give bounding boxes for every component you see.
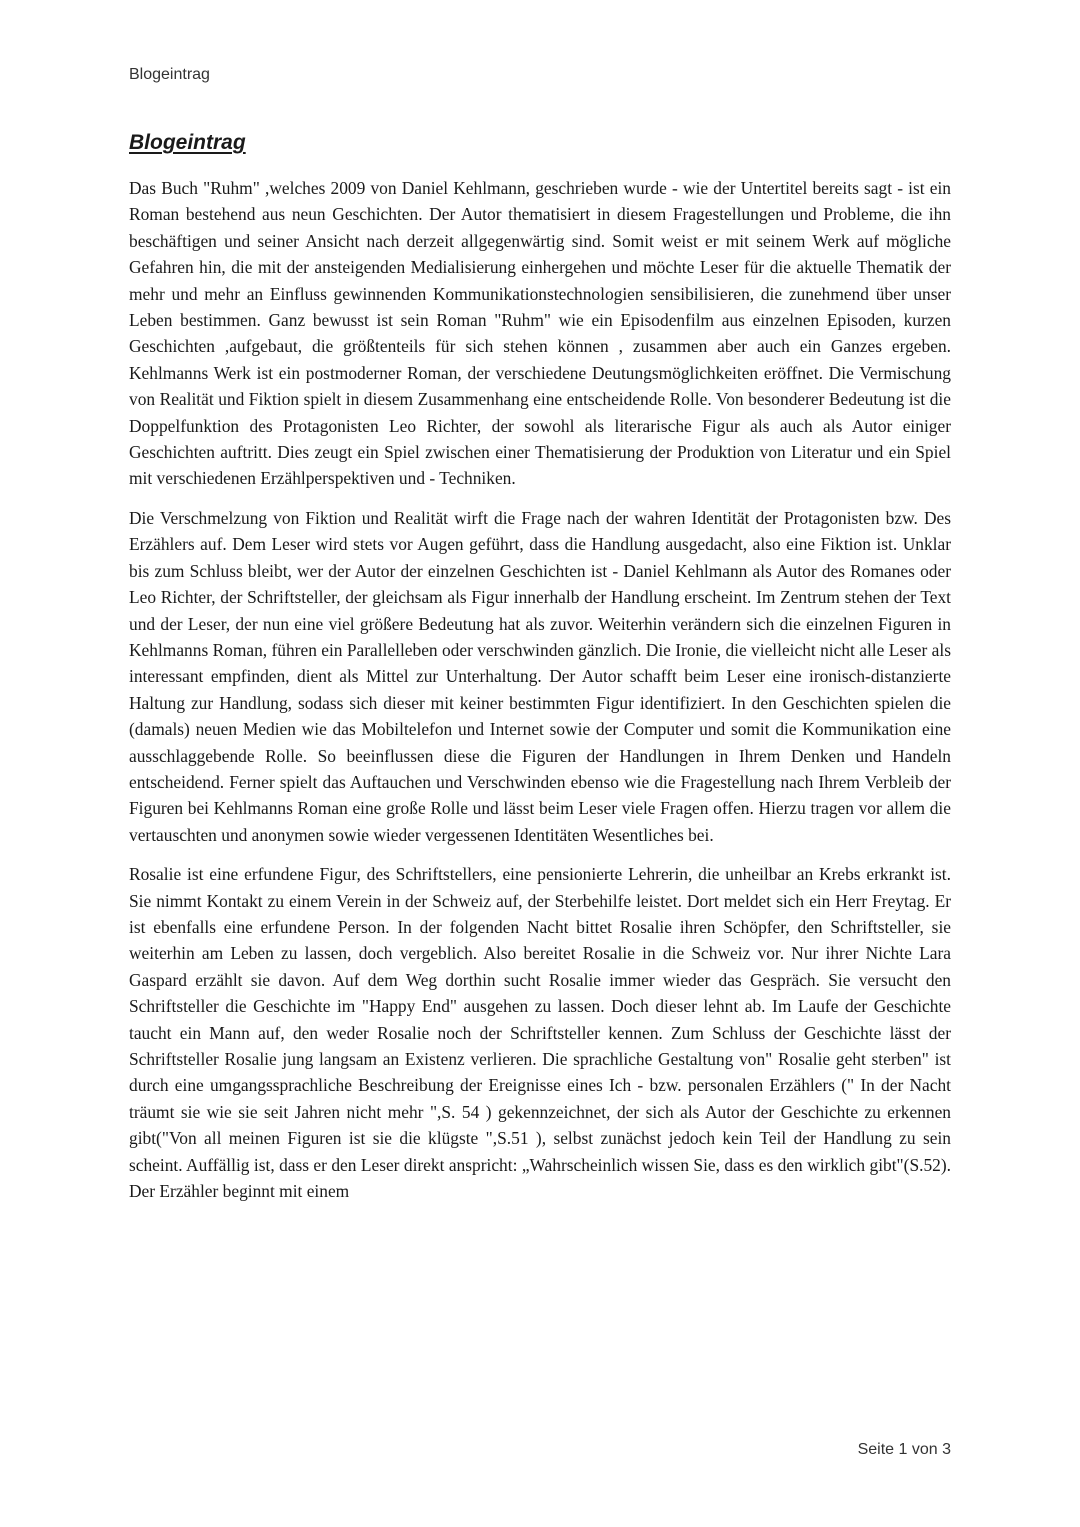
document-title: Blogeintrag (129, 131, 246, 154)
paragraph-1: Das Buch "Ruhm" ,welches 2009 von Daniel Kehlmann, geschrieben wurde - wie der Untertitel bereits sagt - ist ein Roman bestehend aus neun Geschichten. Der Autor thematisiert in diesem Fragestellungen und Probleme, die ihn beschäftigen und seiner Ansicht nach derzeit allgegenwärtig sind. Somit weist er mit seinem Werk auf mögliche Gefahren hin, die mit der ansteigenden Medialisierung einhergehen und möchte Leser für die aktuelle Thematik der mehr und mehr an Einfluss gewinnenden Kommunikationstechnologien sensibilisieren, die zunehmend über unser Leben bestimmen. Ganz bewusst ist sein Roman "Ruhm" wie ein Episodenfilm aus einzelnen Episoden, kurzen Geschichten ,aufgebaut, die größtenteils für sich stehen können , zusammen aber auch ein Ganzes ergeben. Kehlmanns Werk ist ein postmoderner Roman, der verschiedene Deutungsmöglichkeiten eröffnet. Die Vermischung von Realität und Fiktion spielt in diesem Zusammenhang eine entscheidende Rolle. Von besonderer Bedeutung ist die Doppelfunktion des Protagonisten Leo Richter, der sowohl als literarische Figur als auch als Autor einiger Geschichten auftritt. Dies zeugt ein Spiel zwischen einer Thematisierung der Produktion von Literatur und ein Spiel mit verschiedenen Erzählperspektiven und - Techniken. (129, 178, 951, 489)
paragraph-3: Rosalie ist eine erfundene Figur, des Schriftstellers, eine pensionierte Lehrerin, die unheilbar an Krebs erkrankt ist. Sie nimmt Kontakt zu einem Verein in der Schweiz auf, der Sterbehilfe leistet. Dort meldet sich ein Herr Freytag. Er ist ebenfalls eine erfundene Person. In der folgenden Nacht bittet Rosalie ihren Schöpfer, den Schriftsteller, sie weiterhin am Leben zu lassen, doch vergeblich. Also bereitet Rosalie in die Schweiz vor. Nur ihrer Nichte Lara Gaspard erzählt sie davon. Auf dem Weg dorthin sucht Rosalie immer wieder das Gespräch. Sie versucht den Schriftsteller die Geschichte im "Happy End" ausgehen zu lassen. Doch dieser lehnt ab. Im Laufe der Geschichte taucht ein Mann auf, den weder Rosalie noch der Schriftsteller kennen. Zum Schluss der Geschichte lässt der Schriftsteller Rosalie jung langsam an Existenz verlieren. Die sprachliche Gestaltung von" Rosalie geht sterben" ist durch eine umgangssprachliche Beschreibung der Ereignisse eines Ich - bzw. personalen Erzählers (" In der Nacht träumt sie wie sie seit Jahren nicht mehr ",S. 54 ) gekennzeichnet, der sich als Autor der Geschichte zu erkennen gibt("Von all meinen Figuren ist sie die klügste ",S.51 ), selbst zunächst jedoch kein Teil der Handlung zu sein scheint. Auffällig ist, dass er den Leser direkt anspricht: „Wahrscheinlich wissen Sie, dass es den wirklich gibt"(S.52). Der Erzähler beginnt mit einem (129, 864, 951, 1202)
page-header: Blogeintrag (129, 66, 210, 83)
paragraph-2: Die Verschmelzung von Fiktion und Realität wirft die Frage nach der wahren Identität der Protagonisten bzw. Des Erzählers auf. Dem Leser wird stets vor Augen geführt, dass die Handlung ausgedacht, also eine Fiktion ist. Unklar bis zum Schluss bleibt, wer der Autor der einzelnen Geschichten ist - Daniel Kehlmann als Autor des Romanes oder Leo Richter, der Schriftsteller, der gleichsam als Figur innerhalb der Handlung erscheint. Im Zentrum stehen der Text und der Leser, der nun eine viel größere Bedeutung hat als zuvor. Weiterhin verändern sich die einzelnen Figuren in Kehlmanns Roman, führen ein Parallelleben oder verschwinden gänzlich. Die Ironie, die vielleicht nicht alle Leser als interessant empfinden, dient als Mittel zur Unterhaltung. Der Autor schafft beim Leser eine ironisch-distanzierte Haltung zur Handlung, sodass sich dieser mit keiner bestimmten Figur identifiziert. In den Geschichten spielen die (damals) neuen Medien wie das Mobiltelefon und Internet sowie der Computer und somit die Kommunikation eine ausschlaggebende Rolle. So beeinflussen diese die Figuren der Handlungen in Ihrem Denken und Handeln entscheidend. Ferner spielt das Auftauchen und Verschwinden ebenso wie die Fragestellung nach Ihrem Verbleib der Figuren bei Kehlmanns Roman eine große Rolle und lässt beim Leser viele Fragen offen. Hierzu tragen vor allem die vertauschten und anonymen sowie wieder vergessenen Identitäten Wesentliches bei. (129, 507, 951, 845)
document-body (129, 175, 951, 1217)
page-number: Seite 1 von 3 (857, 1441, 951, 1458)
